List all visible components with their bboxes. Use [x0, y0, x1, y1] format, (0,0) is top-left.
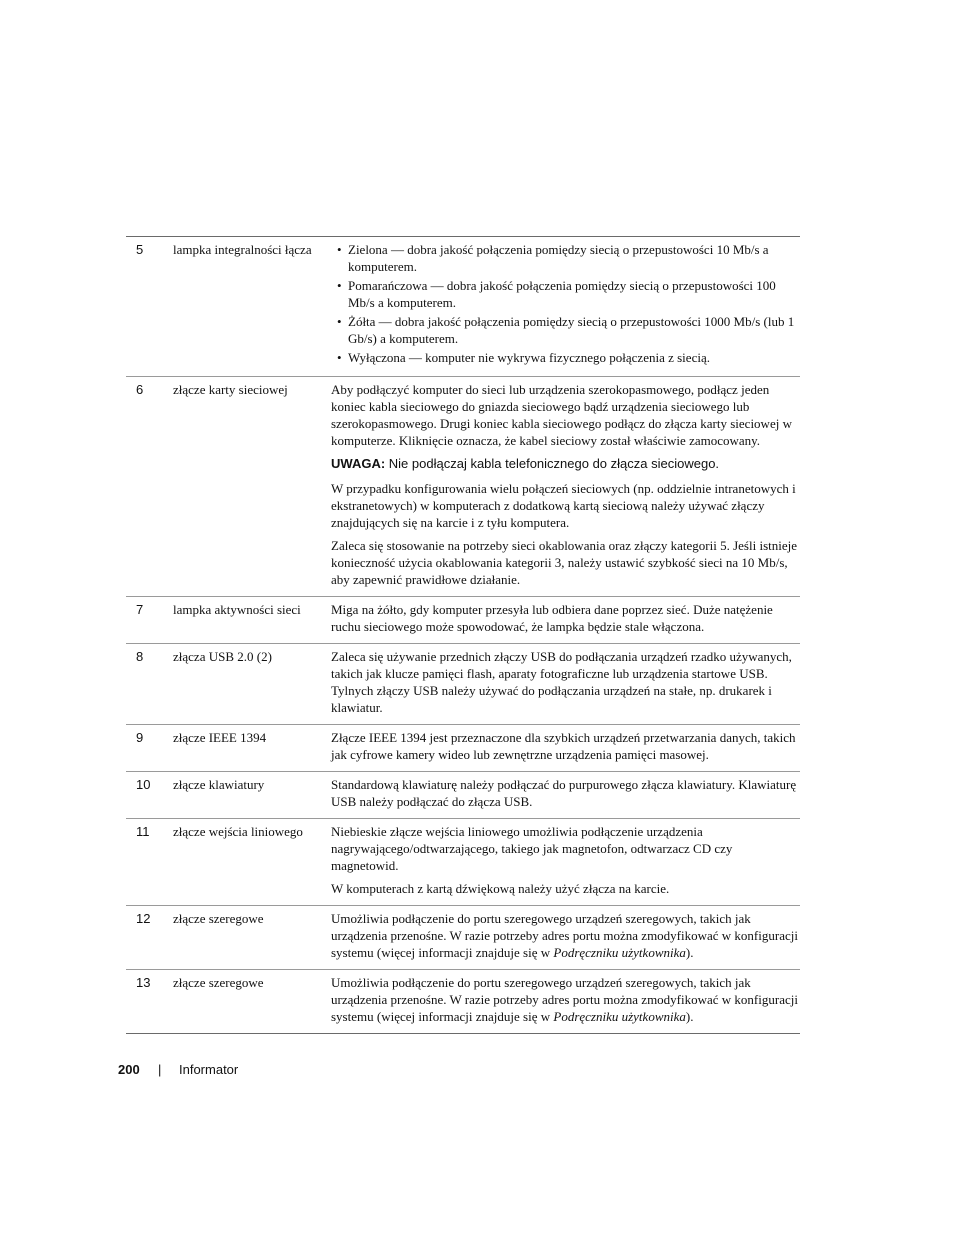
row-number: 8	[126, 644, 173, 725]
table-row	[126, 906, 800, 970]
table-row	[126, 772, 800, 819]
footer-separator: |	[158, 1062, 162, 1077]
row-number: 12	[126, 906, 173, 970]
table-row	[126, 970, 800, 1034]
row-name: złącze szeregowe	[173, 906, 331, 970]
row-name: lampka aktywności sieci	[173, 597, 331, 644]
paragraph-text-end: ).	[685, 945, 694, 960]
list-item: • Zielona — dobra jakość połączenia pomiędzy siecią o przepustowości 10 Mb/s a komputerem.	[331, 241, 798, 275]
row-name: złącze szeregowe	[173, 970, 331, 1034]
row-name: złącze karty sieciowej	[173, 377, 331, 597]
note-callout	[331, 455, 798, 472]
paragraph: Zaleca się stosowanie na potrzeby sieci okablowania oraz złączy kategorii 5. Jeśli istnieje konieczność użycia okablowania kategorii 3, należy ustawić szybkość sieci na 10 Mb/s, aby zapewnić prawidłowe działanie.	[331, 538, 798, 587]
row-name: złącza USB 2.0 (2)	[173, 644, 331, 725]
table-row	[126, 819, 800, 906]
page-number: 200	[118, 1062, 140, 1077]
row-number: 7	[126, 597, 173, 644]
row-description	[331, 725, 800, 772]
row-number: 13	[126, 970, 173, 1034]
row-number: 10	[126, 772, 173, 819]
row-description	[331, 772, 800, 819]
paragraph	[331, 910, 798, 961]
note-label: UWAGA:	[331, 456, 386, 471]
list-item: • Wyłączona — komputer nie wykrywa fizycznego połączenia z siecią.	[331, 349, 798, 366]
row-number: 6	[126, 377, 173, 597]
row-description	[331, 377, 800, 597]
list-item: • Żółta — dobra jakość połączenia pomiędzy siecią o przepustowości 1000 Mb/s (lub 1 Gb/s) a komputerem.	[331, 313, 798, 347]
paragraph-text-end: ).	[685, 1009, 694, 1024]
row-number: 9	[126, 725, 173, 772]
manual-title: Podręczniku użytkownika	[553, 1009, 686, 1024]
paragraph	[331, 974, 798, 1025]
row-description	[331, 237, 800, 377]
table-row	[126, 597, 800, 644]
table-row	[126, 644, 800, 725]
paragraph-text: Umożliwia podłączenie do portu szeregowego urządzeń szeregowych, takich jak urządzenia przenośne. W razie potrzeby adres portu można zmodyfikować w konfiguracji systemu (więcej informacji znajduje się w	[331, 911, 798, 960]
paragraph: Złącze IEEE 1394 jest przeznaczone dla szybkich urządzeń przetwarzania danych, takich jak cyfrowe kamery wideo lub zewnętrzne urządzenia pamięci masowej.	[331, 730, 796, 762]
row-name: złącze IEEE 1394	[173, 725, 331, 772]
paragraph: Niebieskie złącze wejścia liniowego umożliwia podłączenie urządzenia nagrywającego/odtwarzającego, takiego jak magnetofon, odtwarzacz CD czy magnetowid.	[331, 824, 733, 873]
paragraph: W komputerach z kartą dźwiękową należy użyć złącza na karcie.	[331, 881, 670, 896]
row-description	[331, 970, 800, 1034]
note-text: Nie podłączaj kabla telefonicznego do złącza sieciowego.	[385, 456, 720, 471]
row-description	[331, 819, 800, 906]
row-description	[331, 597, 800, 644]
paragraph: Zaleca się używanie przednich złączy USB do podłączania urządzeń rzadko używanych, takich jak klucze pamięci flash, aparaty fotograficzne lub urządzenia startowe USB. Tylnych złączy USB należy używać do podłączania urządzeń na stałe, np. drukarek i klawiatur.	[331, 649, 792, 715]
row-description	[331, 644, 800, 725]
row-description	[331, 906, 800, 970]
paragraph: Miga na żółto, gdy komputer przesyła lub odbiera dane poprzez sieć. Duże natężenie ruchu sieciowego może spowodować, że lampka będzie stale włączona.	[331, 602, 773, 634]
paragraph: Aby podłączyć komputer do sieci lub urządzenia szerokopasmowego, podłącz jeden koniec kabla sieciowego do gniazda sieciowego bądź urządzenia sieciowego lub szerokopasmowego. Drugi koniec kabla sieciowego podłącz do złącza karty sieciowej w komputerze. Kliknięcie oznacza, że kabel sieciowy został właściwie zamocowany.	[331, 382, 792, 448]
footer-title: Informator	[179, 1062, 239, 1077]
table-row	[126, 237, 800, 377]
bullet-list	[331, 241, 798, 366]
paragraph: Standardową klawiaturę należy podłączać do purpurowego złącza klawiatury. Klawiaturę USB należy podłączać do złącza USB.	[331, 777, 797, 809]
paragraph-text: Umożliwia podłączenie do portu szeregowego urządzeń szeregowych, takich jak urządzenia przenośne. W razie potrzeby adres portu można zmodyfikować w konfiguracji systemu (więcej informacji znajduje się w	[331, 975, 798, 1024]
row-name: lampka integralności łącza	[173, 237, 331, 377]
table-row	[126, 377, 800, 597]
row-name: złącze wejścia liniowego	[173, 819, 331, 906]
manual-title: Podręczniku użytkownika	[553, 945, 686, 960]
row-number: 5	[126, 237, 173, 377]
list-item: • Pomarańczowa — dobra jakość połączenia pomiędzy siecią o przepustowości 100 Mb/s a komputerem.	[331, 277, 798, 311]
table-row	[126, 725, 800, 772]
paragraph: W przypadku konfigurowania wielu połączeń sieciowych (np. oddzielnie intranetowych i ekstranetowych) w komputerach z dodatkową kartą sieciową należy używać złączy znajdujących się na karcie i z tyłu komputera.	[331, 481, 796, 530]
connector-table	[126, 236, 800, 1034]
row-name: złącze klawiatury	[173, 772, 331, 819]
row-number: 11	[126, 819, 173, 906]
